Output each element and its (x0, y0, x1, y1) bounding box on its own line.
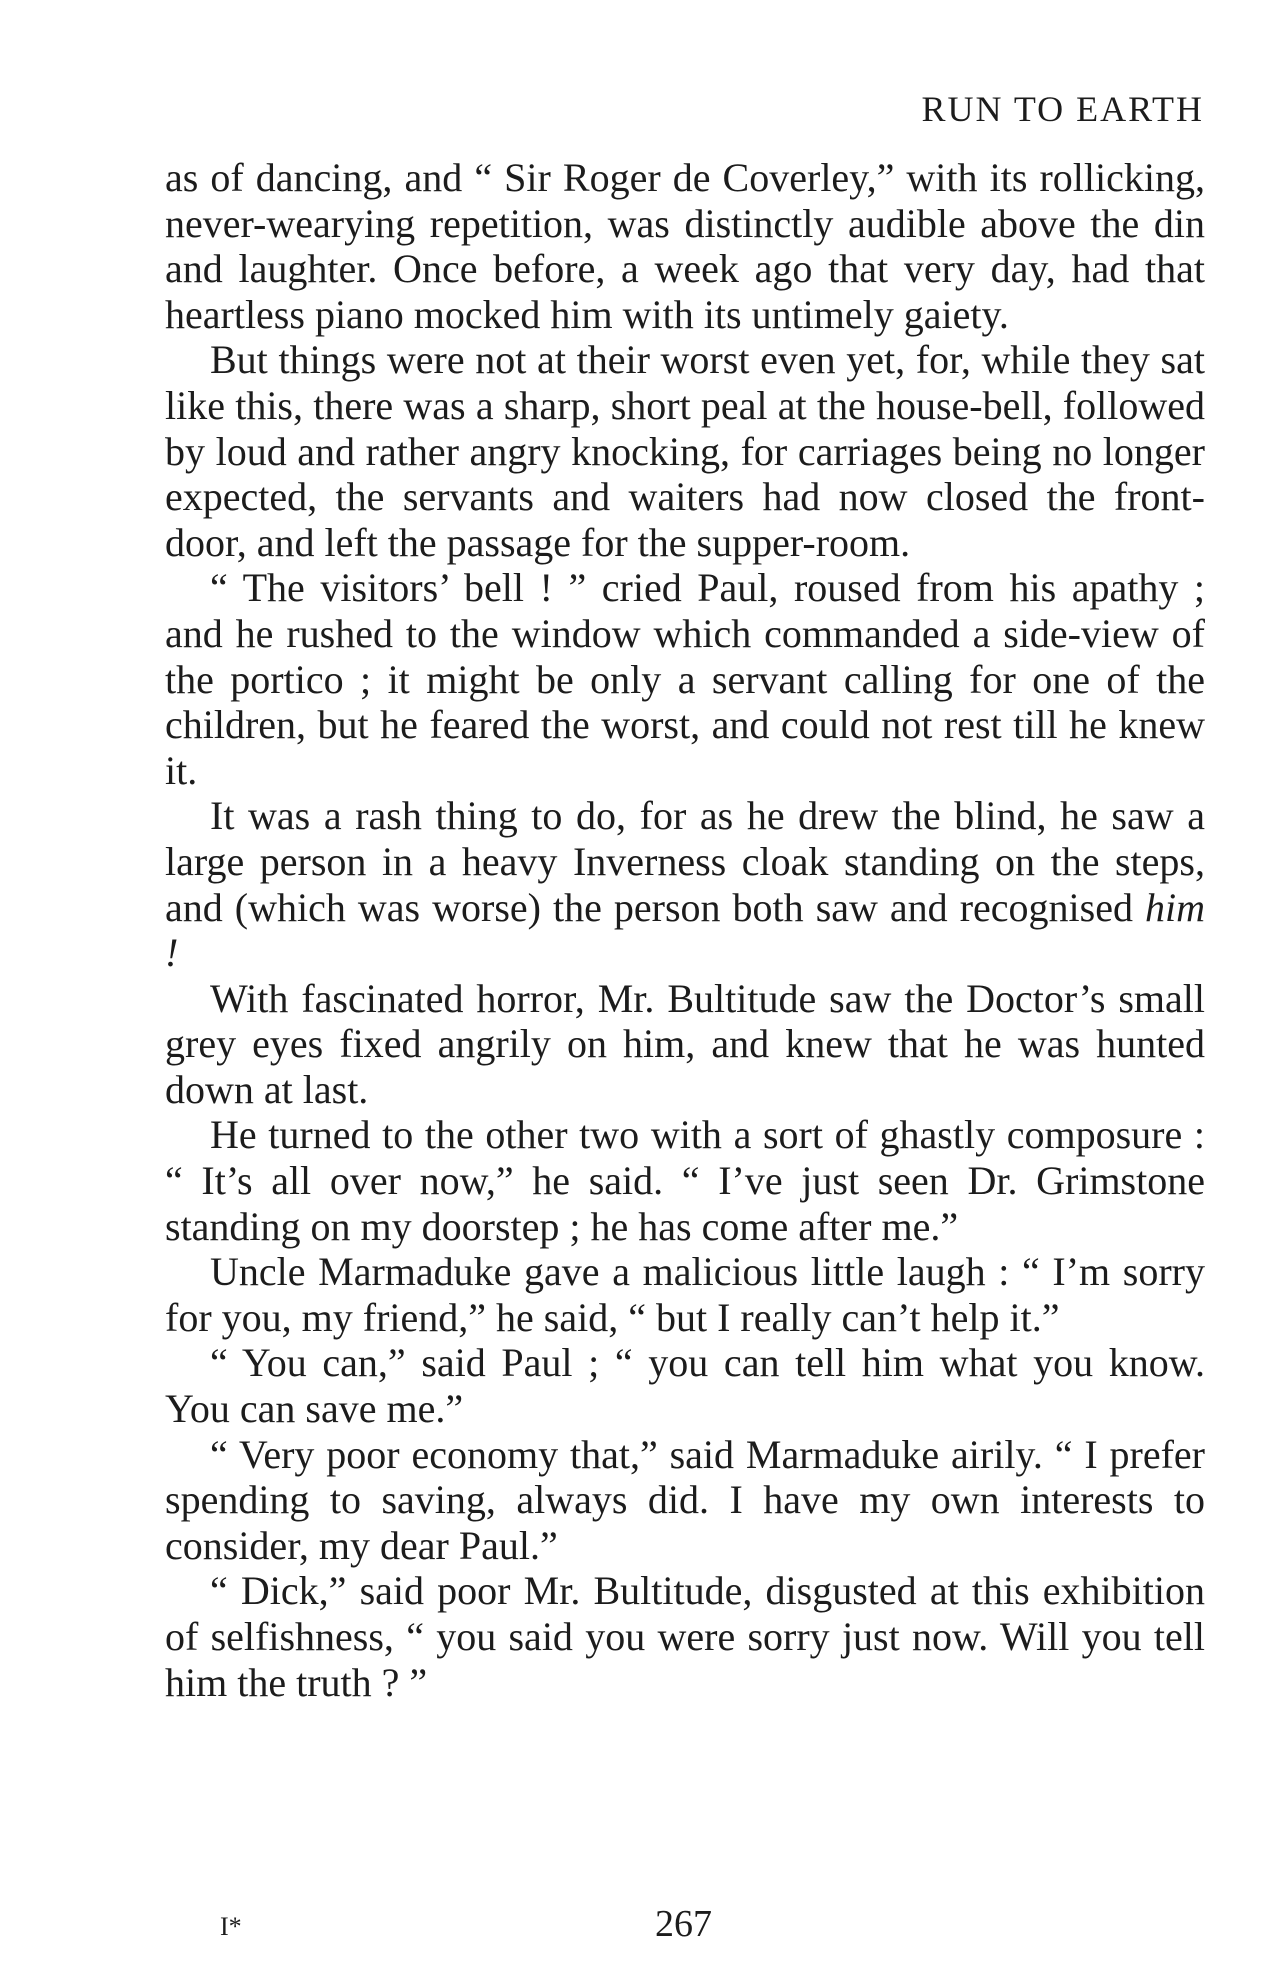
paragraph-7: Uncle Marmaduke gave a malicious little laugh : “ I’m sorry for you, my friend,” he said, “ but I really can’t help it.” (165, 1249, 1205, 1340)
paragraph-9: “ Very poor economy that,” said Marmaduke airily. “ I prefer spending to saving, always did. I have my own interests to consider, my dear Paul.” (165, 1431, 1205, 1568)
paragraph-8: “ You can,” said Paul ; “ you can tell him what you know. You can save me.” (165, 1340, 1205, 1432)
body-text (165, 155, 1205, 1705)
page-number: 267 (655, 1903, 712, 1945)
paragraph-6: He turned to the other two with a sort of ghastly composure : “ It’s all over now,” he said. “ I’ve just seen Dr. Grimstone standing on my doorstep ; he has come after me.” (165, 1112, 1205, 1249)
paragraph-5: With fascinated horror, Mr. Bultitude saw the Doctor’s small grey eyes fixed angrily on him, and knew that he was hunted down at last. (165, 975, 1205, 1112)
paragraph-2: But things were not at their worst even yet, for, while they sat like this, there was a sharp, short peal at the house-bell, followed by loud and rather angry knocking, for carriages being no longer expected, the servants and waiters had now closed the front-door, and left the passage for the supper-room. (165, 337, 1205, 565)
paragraph-10: “ Dick,” said poor Mr. Bultitude, disgusted at this exhibition of selfishness, “ you said you were sorry just now. Will you tell him the truth ? ” (165, 1568, 1205, 1705)
paragraph-4 (165, 793, 1205, 975)
signature-mark: I* (220, 1912, 242, 1941)
running-head: RUN TO EARTH (921, 89, 1204, 129)
paragraph-3: “ The visitors’ bell ! ” cried Paul, roused from his apathy ; and he rushed to the window which commanded a side-view of the portico ; it might be only a servant calling for one of the children, but he feared the worst, and could not rest till he knew it. (165, 565, 1205, 793)
paragraph-1: as of dancing, and “ Sir Roger de Coverley,” with its rollicking, never-wearying repetition, was distinctly audible above the din and laughter. Once before, a week ago that very day, had that heartless piano mocked him with its untimely gaiety. (165, 155, 1205, 337)
emphasis-him: him ! (165, 884, 1205, 976)
paragraph-4-text: It was a rash thing to do, for as he drew the blind, he saw a large person in a heavy Inverness cloak standing on the steps, and (which was worse) the person both saw and recognised (165, 793, 1205, 930)
